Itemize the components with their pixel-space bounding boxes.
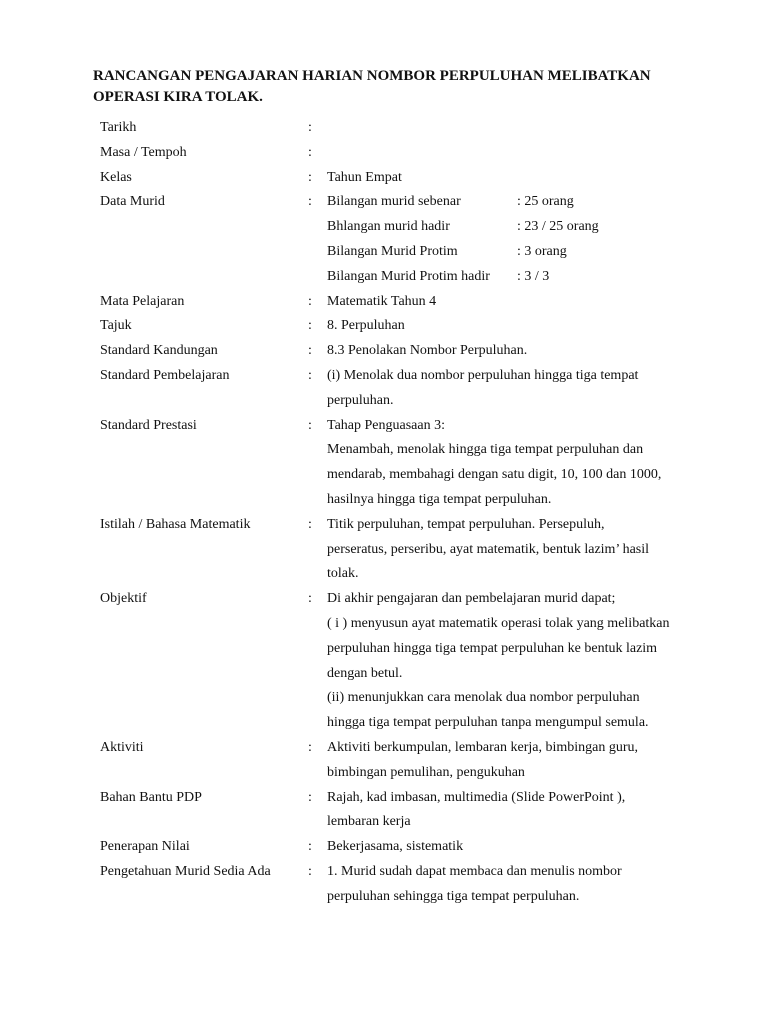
row-value — [327, 513, 720, 587]
data-murid-item — [327, 215, 720, 240]
data-murid-item — [327, 240, 720, 265]
row-standard-pembelajaran — [100, 364, 720, 414]
value-line: 1. Murid sudah dapat membaca dan menulis nombor — [327, 863, 622, 879]
row-data-murid — [100, 190, 720, 289]
value-line: Tahap Penguasaan 3: — [327, 417, 445, 433]
data-murid-item-value: : 25 orang — [517, 194, 574, 210]
row-label: Standard Prestasi — [100, 417, 197, 433]
row-value: Bekerjasama, sistematik — [327, 839, 464, 855]
row-colon: : — [308, 367, 312, 383]
row-colon: : — [308, 194, 312, 210]
row-pengetahuan-murid-sedia-ada — [100, 860, 720, 910]
data-murid-item-label: Bilangan murid sebenar — [327, 194, 461, 210]
row-colon: : — [308, 293, 312, 309]
row-value — [327, 364, 720, 414]
row-colon: : — [308, 169, 312, 185]
row-label: Bahan Bantu PDP — [100, 789, 202, 805]
value-line: perpuluhan. — [327, 392, 394, 408]
value-line: perseratus, perseribu, ayat matematik, bentuk lazim’ hasil — [327, 541, 650, 557]
row-aktiviti — [100, 736, 720, 786]
row-label: Istilah / Bahasa Matematik — [100, 516, 251, 532]
value-line: ( i ) menyusun ayat matematik operasi tolak yang melibatkan — [327, 615, 670, 631]
row-colon: : — [308, 789, 312, 805]
row-value: Tahun Empat — [327, 169, 402, 185]
row-colon: : — [308, 144, 312, 160]
row-label: Kelas — [100, 169, 132, 185]
row-label: Penerapan Nilai — [100, 839, 190, 855]
row-colon: : — [308, 839, 312, 855]
row-label: Standard Kandungan — [100, 343, 218, 359]
document-title — [93, 66, 733, 108]
row-objektif — [100, 587, 720, 736]
row-value — [327, 190, 720, 289]
value-line: tolak. — [327, 566, 359, 582]
row-value: 8.3 Penolakan Nombor Perpuluhan. — [327, 343, 528, 359]
row-label: Aktiviti — [100, 739, 144, 755]
value-line: bimbingan pemulihan, pengukuhan — [327, 764, 525, 780]
row-label: Tarikh — [100, 120, 137, 135]
row-value — [327, 141, 720, 166]
data-murid-item-label: Bhlangan murid hadir — [327, 219, 450, 235]
row-mata-pelajaran — [100, 290, 720, 315]
data-murid-item — [327, 190, 720, 215]
value-line: hingga tiga tempat perpuluhan tanpa mengumpul semula. — [327, 715, 649, 731]
row-value — [327, 736, 720, 786]
row-bahan-bantu-pdp — [100, 786, 720, 836]
title-line-1: RANCANGAN PENGAJARAN HARIAN NOMBOR PERPULUHAN MELIBATKAN — [93, 68, 651, 84]
data-murid-item-value: : 3 orang — [517, 243, 567, 259]
row-kelas — [100, 166, 720, 191]
row-standard-kandungan — [100, 339, 720, 364]
row-standard-prestasi — [100, 414, 720, 513]
value-line: Menambah, menolak hingga tiga tempat perpuluhan dan — [327, 442, 644, 458]
row-label: Mata Pelajaran — [100, 293, 185, 309]
data-murid-item-value: : 23 / 25 orang — [517, 219, 599, 235]
data-murid-item-label: Bilangan Murid Protim — [327, 243, 458, 259]
row-label: Pengetahuan Murid Sedia Ada — [100, 863, 271, 879]
value-line: lembaran kerja — [327, 814, 411, 830]
title-line-2: OPERASI KIRA TOLAK. — [93, 89, 263, 105]
row-colon: : — [308, 591, 312, 607]
row-value: Matematik Tahun 4 — [327, 293, 437, 309]
row-colon: : — [308, 863, 312, 879]
row-value: 8. Perpuluhan — [327, 318, 405, 334]
row-label: Standard Pembelajaran — [100, 367, 230, 383]
row-tajuk — [100, 314, 720, 339]
row-istilah-bahasa-matematik — [100, 513, 720, 587]
value-line: mendarab, membahagi dengan satu digit, 10, 100 dan 1000, — [327, 467, 662, 483]
data-murid-item-value: : 3 / 3 — [517, 268, 550, 284]
row-value — [327, 414, 720, 513]
value-line: perpuluhan hingga tiga tempat perpuluhan ke bentuk lazim — [327, 640, 658, 656]
row-value — [327, 786, 720, 836]
row-value — [327, 587, 720, 736]
value-line: Titik perpuluhan, tempat perpuluhan. Persepuluh, — [327, 516, 605, 532]
row-label: Tajuk — [100, 318, 132, 334]
value-line: dengan betul. — [327, 665, 403, 681]
row-colon: : — [308, 318, 312, 334]
row-colon: : — [308, 343, 312, 359]
value-line: (ii) menunjukkan cara menolak dua nombor perpuluhan — [327, 690, 640, 706]
data-murid-item-label: Bilangan Murid Protim hadir — [327, 268, 490, 284]
row-tarikh — [100, 116, 720, 141]
row-colon: : — [308, 120, 312, 135]
row-label: Masa / Tempoh — [100, 144, 187, 160]
row-colon: : — [308, 417, 312, 433]
lesson-plan-table — [100, 116, 720, 910]
row-value — [327, 116, 720, 141]
value-line: hasilnya hingga tiga tempat perpuluhan. — [327, 491, 552, 507]
row-value — [327, 860, 720, 910]
value-line: Di akhir pengajaran dan pembelajaran murid dapat; — [327, 591, 616, 607]
value-line: Aktiviti berkumpulan, lembaran kerja, bimbingan guru, — [327, 739, 639, 755]
row-masa-tempoh — [100, 141, 720, 166]
row-colon: : — [308, 739, 312, 755]
data-murid-item — [327, 265, 720, 290]
row-label: Data Murid — [100, 194, 165, 210]
value-line: (i) Menolak dua nombor perpuluhan hingga tiga tempat — [327, 367, 639, 383]
row-colon: : — [308, 516, 312, 532]
value-line: Rajah, kad imbasan, multimedia (Slide PowerPoint ), — [327, 789, 626, 805]
value-line: perpuluhan sehingga tiga tempat perpuluhan. — [327, 888, 580, 904]
row-penerapan-nilai — [100, 835, 720, 860]
row-label: Objektif — [100, 591, 147, 607]
